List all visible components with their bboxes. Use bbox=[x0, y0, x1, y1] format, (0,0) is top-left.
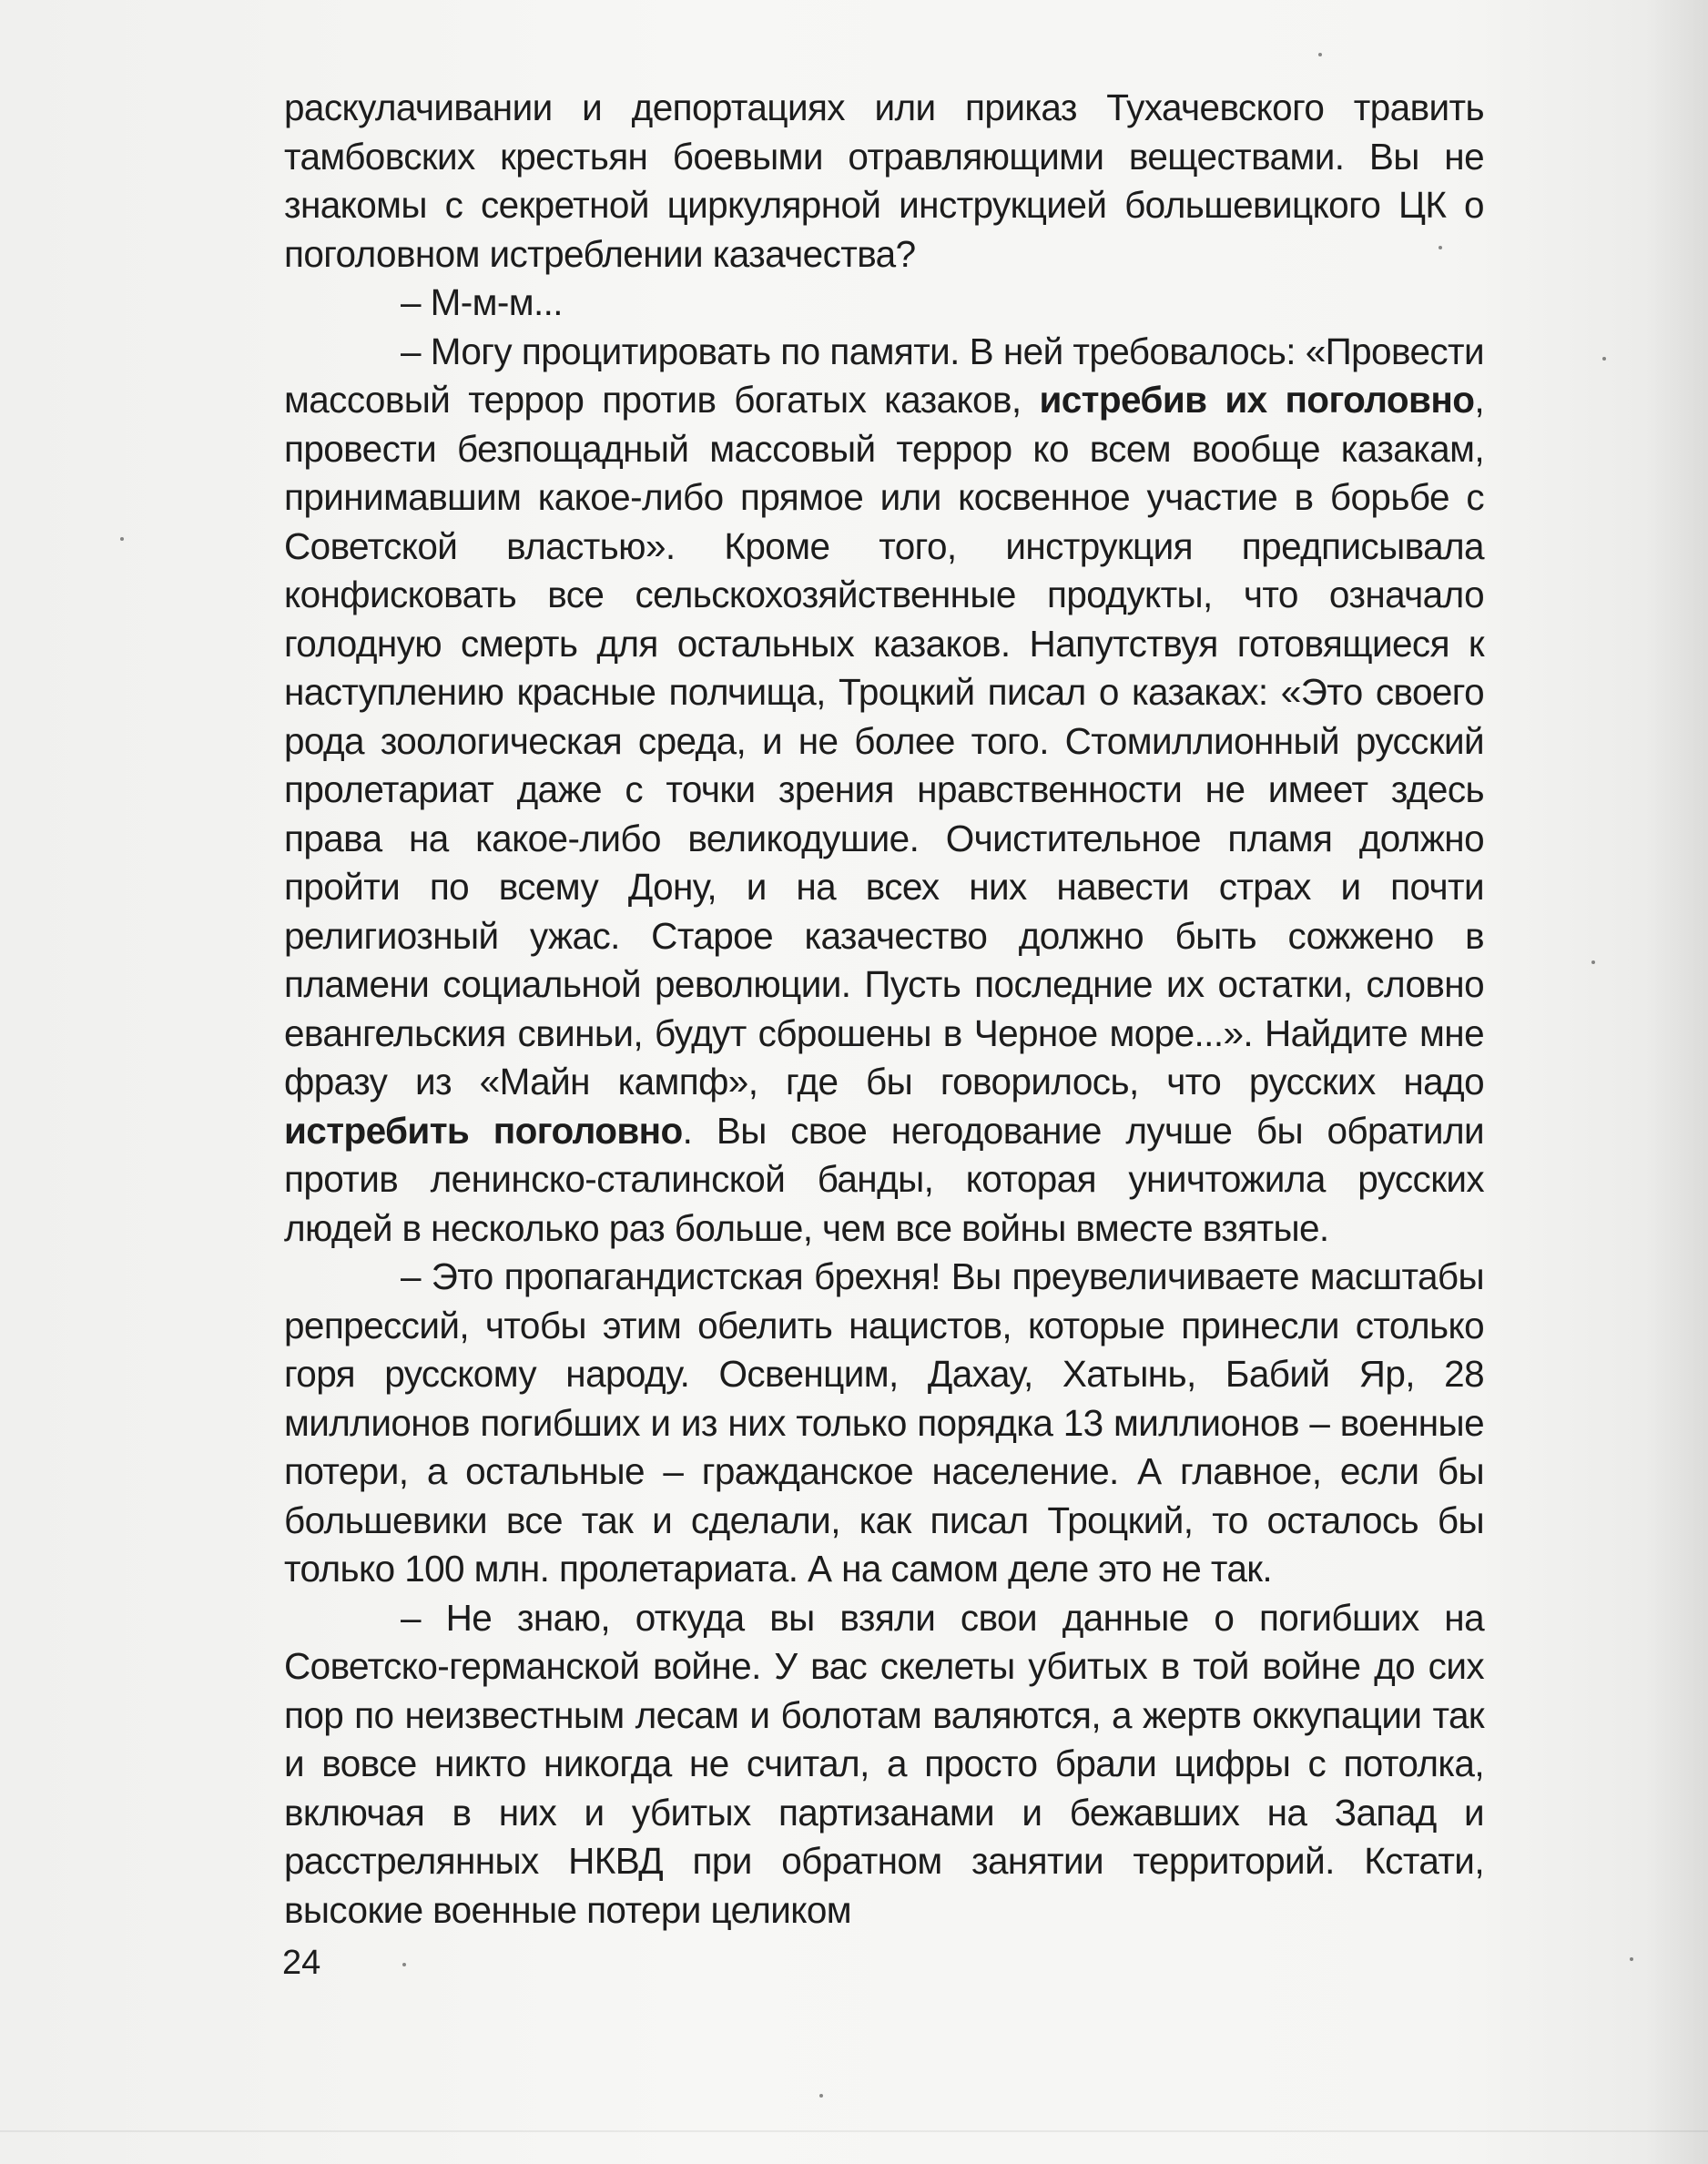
text-run: , провести безпощадный массовый террор ко всем вообще казакам, принимавшим какое-либо прямое или косвенное участие в борьбе с Советской властью». Кроме того, инструкция предписывала конфисковать все сельскохозяйственные продукты, что означало голодную смерть для остальных казаков. Напутствуя готовящиеся к наступлению красные полчища, Троцкий писал о казаках: «Это своего рода зоологическая среда, и не более того. Стомиллионный русский пролетариат даже с точки зрения нравственности не имеет здесь права на какое-либо великодушие. Очистительное пламя должно пройти по всему Дону, и на всех них навести страх и почти религиозный ужас. Старое казачество должно быть сожжено в пламени социальной революции. Пусть последние их остатки, словно евангельския свиньи, будут сброшены в Черное море...». Найдите мне фразу из «Майн кампф», где бы говорилось, что русских надо bbox=[284, 379, 1484, 1102]
page-shadow-edge bbox=[1644, 0, 1708, 2164]
scan-speck bbox=[1318, 53, 1322, 56]
paragraph-1 bbox=[284, 84, 1484, 279]
paragraph-4 bbox=[284, 1253, 1484, 1594]
scan-speck bbox=[1630, 1957, 1633, 1961]
scan-speck bbox=[1591, 960, 1595, 964]
scan-speck bbox=[1602, 357, 1606, 361]
text-run: – Не знаю, откуда вы взяли свои данные о погибших на Советско-германской войне. У вас скелеты убитых в той войне до сих пор по неизвестным лесам и болотам валяются, а жертв оккупации так и вовсе никто никогда не считал, а просто брали цифры с потолка, включая в них и убитых партизанами и бежавших на Запад и расстрелянных НКВД при обратном занятии территорий. Кстати, высокие военные потери целиком bbox=[284, 1596, 1484, 1931]
bold-text-run: истребив их поголовно bbox=[1039, 379, 1475, 421]
paragraph-5 bbox=[284, 1594, 1484, 1935]
page-number: 24 bbox=[282, 1944, 321, 1982]
scan-speck bbox=[402, 1963, 406, 1966]
body-text bbox=[284, 84, 1484, 1935]
scan-speck bbox=[120, 537, 124, 541]
text-run: . Вы свое негодование лучше бы обратили против ленинско-сталинской банды, которая уничтожила русских людей в несколько раз больше, чем все войны вместе взятые. bbox=[284, 1109, 1484, 1249]
paragraph-3 bbox=[284, 328, 1484, 1254]
bold-text-run: истребить поголовно bbox=[284, 1109, 683, 1152]
scan-speck bbox=[819, 2094, 823, 2098]
paragraph-2 bbox=[284, 279, 1484, 328]
page-bottom-fold bbox=[0, 2130, 1708, 2132]
text-run: – Это пропагандистская брехня! Вы преувеличиваете масштабы репрессий, чтобы этим обелить нацистов, которые принесли столько горя русскому народу. Освенцим, Дахау, Хатынь, Бабий Яр, 28 миллионов погибших и из них только порядка 13 миллионов – военные потери, а остальные – гражданское население. А главное, если бы большевики все так и сделали, как писал Троцкий, то осталось бы только 100 млн. пролетариата. А на самом деле это не так. bbox=[284, 1255, 1484, 1590]
text-run: – Могу процитировать по памяти. В ней требовалось: «Провести массовый террор против богатых казаков, bbox=[284, 330, 1484, 421]
text-run: – М-м-м... bbox=[401, 281, 563, 323]
text-run: раскулачивании и депортациях или приказ Тухачевского травить тамбовских крестьян боевыми отравляющими веществами. Вы не знакомы с секретной циркулярной инструкцией большевицкого ЦК о поголовном истреблении казачества? bbox=[284, 86, 1484, 275]
